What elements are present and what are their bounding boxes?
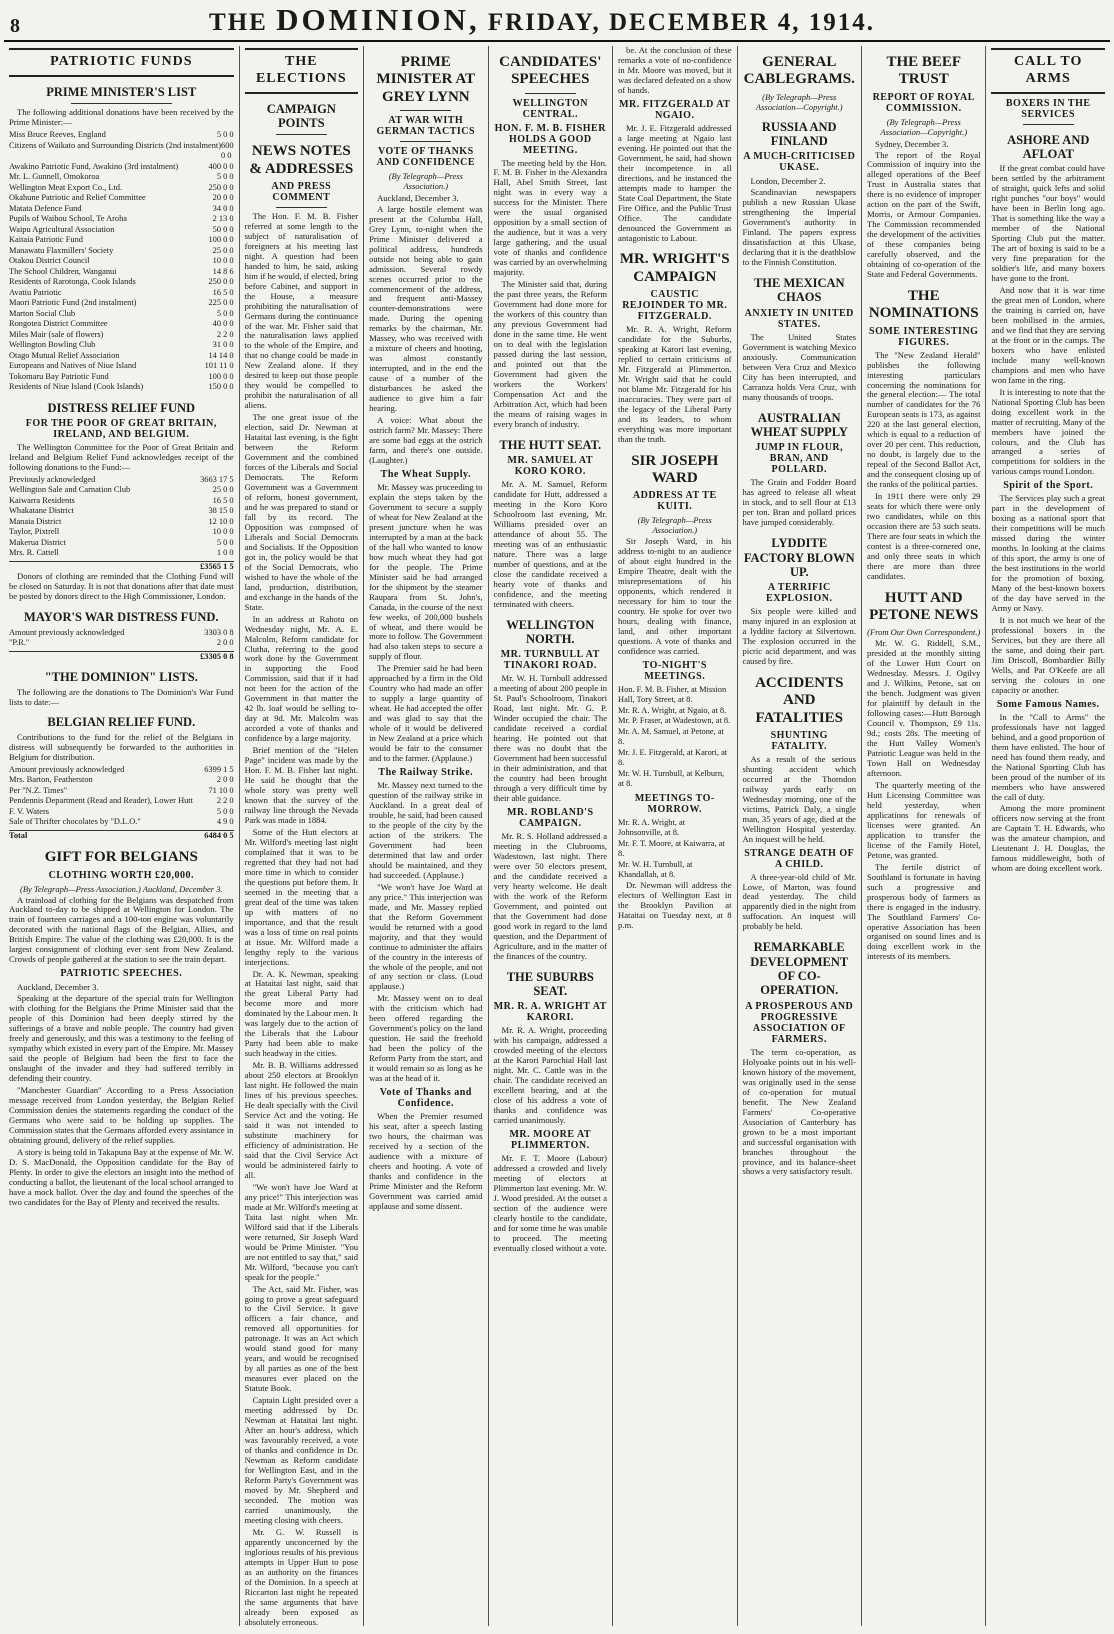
total-label: Total: [9, 830, 28, 840]
ledger-amount: 10 0 0: [212, 256, 234, 266]
ledger-name: Pendennis Department (Read and Reader), Lower Hutt: [9, 796, 193, 806]
article-subheading: HON. F. M. B. FISHER HOLDS A GOOD MEETING.: [494, 122, 606, 156]
ledger-amount: 5 0 0: [216, 130, 234, 140]
meeting-item: Mr. W. H. Turnbull, at Khandallah, at 8.: [618, 859, 693, 880]
article-subheading: SHUNTING FATALITY.: [770, 729, 828, 752]
ledger-amount: 25 0 0: [212, 245, 234, 255]
ledger-amount: 5 0 0: [216, 537, 234, 547]
article-paragraph: Dr. A. K. Newman, speaking at Hataitai last night, said that the great Liberal Party had become more and more dominated by the Labour men. It was largely due to the action of the Liberals that the Labour Party had been able to make such headway in the cities.: [244, 968, 359, 1059]
ledger-row: [9, 172, 234, 183]
article-heading: SIR JOSEPH WARD: [631, 452, 719, 486]
article-paragraph: It is interesting to note that the National Sporting Club has been doing excellent work in the matter of recruiting. Many of the members have joined the colours, and the Club has arranged a series of competitions for soldiers in the various camps round London.: [991, 386, 1105, 477]
article-subheading: PATRIOTIC SPEECHES.: [60, 968, 183, 980]
article-paragraph: Brief mention of the "Helen Page" incident was made by the Hon. F. M. B. Fisher last night. He said he thought that the whole story was pretty well known that the survey of the railway line through the Nevada Park was made in 1884.: [244, 745, 359, 825]
article-subheading: A PROSPEROUS AND PROGRESSIVE ASSOCIATION OF FARMERS.: [745, 1000, 854, 1045]
article-paragraph: "We won't have Joe Ward at any price!" This interjection was made at Mr. Wilford's meeting at Taita last night when Mr. Wilford said that if the Liberals were returned, Sir Joseph Ward would be Prime Minister. "You are not entitled to say that," said Mr. Wilford, "because you can't speak for the people.": [244, 1181, 359, 1282]
total-label: [9, 652, 200, 663]
article-paragraph: In 1911 there were only 29 seats for which there were only two candidates, while on this occasion there are 53 such seats. There are four seats in which the contest is a three-cornered one, and only three seats in which there are more than three candidates.: [867, 491, 981, 581]
masthead-title: [209, 2, 875, 38]
ledger-name: Mrs. Barton, Featherston: [9, 775, 93, 785]
ledger-amount: 31 0 0: [212, 340, 234, 350]
ledger-name: Wellington Bowling Club: [9, 340, 96, 350]
inline-lead: "Manchester Guardian" According: [17, 1085, 143, 1096]
column-call-to-arms: [986, 46, 1109, 1626]
ledger-amount: 3303 0 8: [204, 627, 234, 637]
article-subheading: ADDRESS AT TE KUITI.: [632, 490, 717, 513]
ledger-amount: 14 8 6: [212, 266, 234, 276]
meeting-item: Mr. J. E. Fitzgerald, at Karori, at 8.: [618, 747, 728, 768]
article-paragraph: Mr. W. G. Riddell, S.M., presided at the monthly sitting of the Lower Hutt Court on Wednesday. Messrs. J. Ogilvy and J. Wilkins, Petone, sat on the bench. Judgment was given for plaintiff by default in the following cases:—Hutt Borough Council v. Thompson, £9 11s. 9d.; costs 28s. The meeting of the Hutt Valley Women's Patriotic League was held in the Town Hall on Wednesday afternoon.: [867, 638, 981, 778]
article-paragraph: The Wellington Committee for the Poor of Great Britain and Ireland and Belgium Relief Fund acknowledges receipt of the following donations to the Fund:—: [9, 441, 234, 472]
article-heading: NEWS NOTES & ADDRESSES: [249, 143, 354, 177]
meeting-item: Hon. F. M. B. Fisher, at Mission Hall, Tory Street, at 8.: [618, 684, 727, 705]
article-subheading: CAUSTIC REJOINDER TO MR. FITZGERALD.: [622, 288, 728, 322]
ledger-amount: 2 0 0: [216, 638, 234, 648]
masthead: [4, 4, 1110, 42]
mayor-total: [9, 651, 234, 663]
ledger-name: Manaia District: [9, 516, 62, 526]
article-paragraph: The report of the Royal Commission of inquiry into the alleged operations of the Beef Trust in Australia states that there is no evidence of improper action on the part of the Swift, Morris, or Armour Companies. The Commission recommended the development of the activities of these companies being carefully observed, and the obtaining of co-operation of the State and Federal Governments.: [867, 149, 981, 280]
ledger-amount: 600 0 0: [221, 140, 234, 161]
ledger-row: [9, 319, 234, 330]
ledger-row: [9, 183, 234, 194]
masthead-date: FRIDAY, DECEMBER 4, 1914.: [487, 9, 875, 36]
masthead-prefix: THE: [209, 9, 268, 36]
article-paragraph: In the "Call to Arms" the professionals have not lagged behind, and a good proportion of them have enlisted. The hour of need has found them ready, and the National Sporting Club has been proud of the number of its members who have answered the call of duty.: [991, 711, 1105, 802]
article-heading: DISTRESS RELIEF FUND: [47, 400, 196, 415]
byline: (By Telegraph—Press Association—Copyright.): [755, 91, 843, 112]
article-heading: GENERAL CABLEGRAMS.: [743, 54, 855, 88]
meeting-item: Mr. R. A. Wright, at Johnsonville, at 8.: [618, 817, 686, 838]
article-heading: THE MEXICAN CHAOS: [753, 276, 845, 305]
article-subheading: A MUCH-CRITICISED UKASE.: [743, 151, 856, 174]
column-candidates-speeches: [489, 46, 613, 1626]
ledger-row: [9, 548, 234, 559]
ledger-name: Wellington Sale and Carnation Club: [9, 485, 131, 495]
article-subheading: Vote of Thanks and Confidence.: [379, 1087, 472, 1110]
article-heading: WELLINGTON NORTH.: [506, 617, 595, 646]
ledger-amount: 34 0 0: [212, 203, 234, 213]
article-paragraph: The Minister said that, during the past three years, the Reform Government had done more for the workers of this country than any previous Government had done in the same time. He went on to deal with the legislation passed during the last session, and pointed out that the Government had given the workers the Workers' Compensation Act and the Arbitration Act, which had been the means of raising wages in every branch of industry.: [493, 279, 608, 429]
ledger-row: [9, 225, 234, 236]
section-heading: PATRIOTIC FUNDS: [9, 48, 234, 77]
ledger-name: Residents of Rarotonga, Cook Islands: [9, 277, 136, 287]
donation-list: [9, 130, 234, 393]
ledger-name: Makerua District: [9, 537, 66, 547]
article-heading: PRIME MINISTER AT GREY LYNN: [376, 54, 476, 105]
article-heading: THE BEEF TRUST: [886, 54, 962, 88]
ledger-amount: 2 0 0: [216, 775, 234, 785]
ledger-name: Whakatane District: [9, 506, 74, 516]
divider: [525, 93, 576, 94]
article-intro: The following additional donations have been received by the Prime Minister:—: [9, 107, 234, 128]
article-subheading: ANXIETY IN UNITED STATES.: [744, 307, 854, 330]
ledger-amount: 12 10 0: [208, 516, 234, 526]
article-heading: GIFT FOR BELGIANS: [44, 849, 198, 866]
ledger-amount: 5 0 0: [216, 806, 234, 816]
ledger-row: [9, 267, 234, 278]
mayor-list: [9, 628, 234, 649]
column-campaign-continued: [613, 46, 737, 1626]
column-patriotic-funds: [4, 46, 240, 1626]
article-paragraph: Mr. Massey was proceeding to explain the steps taken by the Government to secure a supply of wheat for New Zealand at the present juncture when he was interrupted by a man at the back of the hall who wanted to know how much wheat they had got for the people. The Prime Minister said he had arranged for the shipment by the steamer Raupara from St. John's, Canada, in the course of the next few weeks, of 200,000 bushels of wheat, and there would be more to follow. The Government had also taken steps to secure a supply of flour.: [369, 481, 483, 662]
article-paragraph: The fertile district of Southland is fortunate in having such a progressive and prosperous body of farmers as there is engaged in the industry. The Southland Farmers' Co-operative Association has been organised on sound lines and is doing excellent work in the interests of its members.: [867, 861, 981, 962]
article-subheading: MR. SAMUEL AT KORO KORO.: [507, 455, 594, 478]
ledger-name: "P.R.": [9, 638, 30, 648]
article-subheading: The Railway Strike.: [378, 767, 474, 779]
ledger-amount: 400 0 0: [208, 161, 234, 171]
ledger-name: Avatiu Patriotic: [9, 287, 62, 297]
article-paragraph: Scandinavian newspapers publish a new Russian Ukase strengthening the Imperial Government's authority in Finland. The papers express dissatisfaction at this Ukase, declaring that it is the deathblow to the Finnish Constitution.: [742, 187, 856, 268]
divider: [400, 141, 451, 142]
article-heading: ASHORE AND AFLOAT: [1007, 132, 1090, 161]
column-prime-minister: [364, 46, 488, 1626]
article-heading: THE NOMINATIONS: [868, 288, 979, 322]
total-amount: £3565 1 5: [200, 561, 234, 571]
article-paragraph: As a result of the serious shunting accident which occurred at the Thorndon railway yards early on Wednesday morning, one of the victims, Patrick Daly, a single man, 35 years of age, died at the Wellington Hospital yesterday. An inquest will be held.: [742, 753, 856, 844]
ledger-row: [9, 204, 234, 215]
article-subheading: BOXERS IN THE SERVICES: [1005, 97, 1091, 120]
total-amount: £3305 0 8: [200, 651, 234, 661]
ledger-row: [9, 351, 234, 362]
article-subheading: STRANGE DEATH OF A CHILD.: [744, 847, 855, 870]
article-heading: PRIME MINISTER'S LIST: [46, 84, 197, 99]
article-paragraph: Some of the Hutt electors at Mr. Wilford's meeting last night complained that it was to be regretted that they had not had more time in which to consider the questions put before them. It seemed in the meeting that a great deal of the time was taken up with matters of no importance, and that the result was a loss of time on real points at issue. Mr. Wilford made a lengthy reply to the various interjections.: [244, 826, 359, 967]
article-subheading: JUMP IN FLOUR, BRAN, AND POLLARD.: [755, 442, 844, 476]
article-paragraph: The Premier said he had been approached by a firm in the Old Country who had made an offer to supply a large quantity of wheat. He had accepted the offer and was glad to say that the whole of it would be delivered in New Zealand at a price which would be fair to the consumer and to the farmer. (Applause.): [369, 663, 483, 764]
ledger-row: [9, 382, 234, 393]
ledger-name: Amount previously acknowledged: [9, 764, 125, 774]
ledger-row: [9, 817, 234, 828]
ledger-name: Matata Defence Fund: [9, 203, 82, 213]
ledger-row: [9, 775, 234, 786]
ledger-name: Okahune Patriotic and Relief Committee: [9, 193, 146, 203]
byline: (By Telegraph—Press Association—Copyright.): [880, 116, 968, 137]
column-container: [4, 46, 1110, 1626]
dateline: Auckland, December 3.: [17, 982, 99, 993]
ledger-amount: 2 2 0: [216, 329, 234, 339]
ledger-row: [9, 130, 234, 141]
ledger-amount: 6399 1 5: [204, 764, 234, 774]
ledger-name: Miles Mair (sale of flowers): [9, 329, 104, 339]
article-paragraph: The following are the donations to The Dominion's War Fund lists to date:—: [9, 686, 234, 707]
total-amount: 6484 0 5: [204, 830, 234, 840]
article-paragraph: A trainload of clothing for the Belgians was despatched from Auckland to-day to be shipped at Wellington for London. The train of fourteen carriages and a 100-ton engine was voluntarily decorated with the national flags of the Belgian, Allies, and British Empire. The value of the clothing was £20,000. It is the largest consignment of clothing ever sent from New Zealand. Crowds of people gathered at the station to see the train depart.: [9, 894, 234, 965]
article-paragraph: Mr. G. W. Russell is apparently unconcerned by the inglorious results of his previous attempts in Upper Hutt to pose as an authority on the finances of the Dominion. In a speech at Riccarton last night he repeated the same arguments that have already been exposed as absolutely erroneous.: [244, 1526, 359, 1627]
ledger-amount: 71 10 0: [208, 785, 234, 795]
page-number: 8: [10, 15, 20, 37]
article-paragraph: Among the more prominent officers now serving at the front are Captain T. H. Edwards, who was the amateur champion, and Lieutenant J. H. Douglas, the famous middleweight, both of whom are doing excellent work.: [991, 803, 1105, 874]
paper-name: DOMINION,: [276, 2, 480, 37]
divider: [276, 207, 327, 208]
dateline: Auckland, December 3.: [377, 192, 459, 203]
article-paragraph: The Hon. F. M. B. Fisher referred at some length to the subject of naturalisation of foreigners at his meeting last night. A question had been handed to him, he said, asking him if he would, if elected, bring before Cabinet, and support in the House, a measure prohibiting the naturalisation of Germans during the continuance of the war. Mr. Fisher said that the naturalisation laws applied to the whole of the Empire, and that no change could be made in New Zealand alone. If they desired to keep out those people they would be compelled to prohibit the naturalisation of all aliens.: [244, 210, 359, 411]
ledger-amount: 2 13 0: [212, 214, 234, 224]
ledger-amount: 40 0 0: [212, 319, 234, 329]
column-beef-trust: [862, 46, 986, 1626]
ledger-name: Citizens of Waikato and Surrounding Districts (2nd instalment): [9, 140, 222, 150]
ledger-row: [9, 162, 234, 173]
ledger-row: [9, 256, 234, 267]
article-paragraph: When the Premier resumed his seat, after a speech lasting two hours, the chairman was received by a section of the audience with a mixture of cheers and hooting. A vote of thanks and confidence in the Prime Minister and the Reform Government was carried amid applause and some dissent.: [369, 1111, 483, 1211]
article-subheading: Spirit of the Sport.: [1003, 480, 1094, 492]
section-heading: THE ELECTIONS: [245, 48, 358, 94]
ledger-name: Sale of Thrifter chocolates by "D.L.O.": [9, 817, 141, 827]
article-paragraph: Mr. R. A. Wright, Reform candidate for the Suburbs, speaking at Karori last evening, replied to certain criticisms of Mr. Fitzgerald at Plimmerton. Mr. Wright said that he could not blame Mr. Fitzgerald for his inaccuracies. They were part of the legacy of the Liberal Party and its leaders, to whom everything was more important than the truth.: [618, 323, 732, 444]
article-paragraph: The "New Zealand Herald" publishes the following interesting particulars concerning the nominations for the general election:— The total number of candidates for the 76 European seats is 173, as against 220 at the last general election, which is equal to a reduction of over 20 per cent. This reduction, no doubt, is largely due to the repeal of the Second Ballot Act, and the consequent closing up of the ranks of the political parties.: [867, 349, 981, 490]
ledger-row: [9, 496, 234, 507]
ledger-name: Manawatu Flaxmillers' Society: [9, 245, 114, 255]
article-paragraph: The quarterly meeting of the Hutt Licensing Committee was held yesterday, when applications for renewals of licenses were granted. An application to transfer the license of the Family Hotel, Petone, was granted.: [867, 779, 981, 860]
article-subheading: FOR THE POOR OF GREAT BRITAIN, IRELAND, AND BELGIUM.: [25, 417, 217, 440]
ledger-amount: 225 0 0: [208, 298, 234, 308]
ledger-row: [9, 277, 234, 288]
article-paragraph: A voice: What about the ostrich farm? Mr. Massey: There are some bad eggs at the ostrich farm, and there's one outside. (Laughter.): [369, 415, 483, 465]
article-paragraph: Mr. R. A. Wright, proceeding with his campaign, addressed a crowded meeting of the electors at the Karori Parochial Hall last night. Mr. C. Cattle was in the chair. The candidate received an excellent hearing, and at the close of his address a vote of thanks and confidence was carried unanimously.: [493, 1025, 608, 1126]
article-paragraph: Six people were killed and many injured in an explosion at a lyddite factory at Silvertown. The explosion occurred in the picric acid department, and was caused by fire.: [742, 606, 856, 667]
ledger-amount: 100 0 0: [208, 371, 234, 381]
ledger-name: Mrs. R. Cattell: [9, 548, 59, 558]
divider: [400, 110, 451, 111]
newspaper-page: [4, 4, 1110, 1626]
ledger-amount: 16 5 0: [212, 287, 234, 297]
section-heading: CALL TO ARMS: [991, 48, 1104, 94]
ledger-name: The School Children, Wanganui: [9, 266, 117, 276]
ledger-row: [9, 475, 234, 486]
article-heading: "THE DOMINION" LISTS.: [44, 670, 198, 685]
article-paragraph: Mr. Massey went on to deal with the criticism which had been offered regarding the Government's policy on the land question. He said the freehold had been the policy of the Reform Party from the start, and it would remain so as long as he was at the head of it.: [369, 993, 483, 1084]
divider: [71, 103, 172, 104]
ledger-amount: 101 11 0: [204, 361, 234, 371]
ledger-name: Residents of Niue Island (Cook Islands): [9, 382, 144, 392]
ledger-amount: 1 0 0: [216, 548, 234, 558]
ledger-row: [9, 807, 234, 818]
ledger-row: [9, 246, 234, 257]
article-paragraph: If the great combat could have been settled by the arbitrament of straight, quick lefts and solid right punches "our boys" would have been in Berlin long ago. That is something like the way a member of the National Sporting Club put the matter. The art of boxing is said to be a very fine preparation for the soldier's life, and many boxers have gone to the front.: [991, 163, 1105, 283]
article-paragraph: The Services play such a great part in the development of boxing as a national sport that their competitions will be much missed during the winter months. In looking at the claims of this sport, the army is one of the best institutions in the world for the promotion of boxing. Many of the best-known boxers of the day have served in the Army or Navy.: [991, 493, 1105, 614]
article-paragraph: The meeting held by the Hon. F. M. B. Fisher in the Alexandra Hall, Abel Smith Street, last night was in every way a success for the Minister. There were the usual organised opposition by a small section of the audience, but it was a very large gathering, and the usual vote of thanks and confidence was carried by an overwhelming majority.: [493, 157, 608, 278]
ledger-row: [9, 288, 234, 299]
article-paragraph: Donors of clothing are reminded that the Clothing Fund will be closed on Saturday. It is not that donations after that date must be posted by donors direct to the High Commissioner, London.: [9, 571, 234, 602]
ledger-name: Otakou District Council: [9, 256, 90, 266]
article-paragraph: Mr. J. E. Fitzgerald addressed a large meeting at Ngaio last evening. He pointed out that the Government, he said, had shown their incompetence in all directions, and he instanced the attempts made to hamper the State Coal Department, the State Fire Office, and the Public Trust Office. The candidate denounced the Government as antagonistic to Labour.: [618, 122, 732, 243]
column-elections: [240, 46, 364, 1626]
ledger-name: Rongotea District Committee: [9, 319, 108, 329]
article-heading: HUTT AND PETONE NEWS: [869, 589, 979, 624]
meeting-item: Mr. R. A. Wright, at Ngaio, at 8.: [618, 705, 727, 715]
ledger-name: Taylor, Pixtrell: [9, 527, 60, 537]
article-heading: THE HUTT SEAT.: [499, 437, 602, 452]
article-subheading: CLOTHING WORTH £20,000.: [48, 869, 194, 881]
ledger-row: [9, 372, 234, 383]
article-heading: LYDDITE FACTORY BLOWN UP.: [743, 536, 855, 579]
article-paragraph: The Grain and Fodder Board has agreed to release all wheat in stock, and to sell flour at £13 per ton. Bran and pollard prices have jumped considerably.: [742, 477, 856, 528]
ledger-row: [9, 638, 234, 649]
ledger-amount: 2 2 0: [216, 796, 234, 806]
divider: [276, 134, 327, 135]
ledger-row: [9, 506, 234, 517]
ledger-row: [9, 628, 234, 639]
ledger-amount: 4 9 0: [216, 817, 234, 827]
column-cablegrams: [738, 46, 862, 1626]
ledger-name: Europeans and Natives of Niue Island: [9, 361, 137, 371]
article-paragraph: Mr. B. B. Williams addressed about 250 electors at Brooklyn last night. He followed the main lines of his previous speeches. He dealt specially with the Civil Service Act and the voting. He said it was not intended to substitute machinery for efficiency of administration. He said that the Civil Service Act would be administered fairly to all.: [244, 1060, 359, 1180]
article-paragraph: Sir Joseph Ward, in his address to-night to an audience of about eight hundred in the Empire Theatre, dealt with the misrepresentations of his opponents, which rendered it necessary for him to tour the country. He spoke for over two hours, dealing with finance, land, and other important questions. A vote of thanks and confidence was carried.: [618, 536, 732, 656]
ledger-row: [9, 538, 234, 549]
article-paragraph: Contributions to the fund for the relief of the Belgians in distress will subsequently be forwarded to the authorities in Belgium for distribution.: [9, 731, 234, 762]
article-paragraph: Dr. Newman will address the electors of Wellington East in the Brooklyn Pavilion at Hataitai on Tuesday next, at 8 p.m.: [618, 879, 732, 930]
article-paragraph: "We won't have Joe Ward at any price." This interjection was made, and Mr. Massey replied that the Reform Government would be returned with a good majority, and that they would continue to administer the affairs of the country in the interests of the whole of the people, and not of any section or class. (Loud applause.): [369, 881, 483, 992]
ledger-amount: 16 5 0: [212, 495, 234, 505]
belgian-total: [9, 830, 234, 842]
ledger-amount: 5 0 0: [216, 172, 234, 182]
ledger-row: [9, 309, 234, 320]
article-subheading: The Wheat Supply.: [380, 468, 471, 480]
article-heading: MR. WRIGHT'S CAMPAIGN: [619, 251, 730, 285]
article-paragraph: A three-year-old child of Mr. Lowe, of Marton, was found dead yesterday. The child apparently died in the night from suffocation. An inquest will probably be held.: [742, 871, 856, 932]
article-paragraph: Mr. A. M. Samuel, Reform candidate for Hutt, addressed a meeting in the Koro Koro Schoolroom last evening, Mr. Williams presided over an attendance of about 55. The meeting was of an enthusiastic nature. There was a large number of questions, and at the close the candidate received a hearty vote of thanks and confidence, and the meeting terminated with cheers.: [493, 479, 608, 609]
dateline: (By Telegraph—Press Association.) Auckland, December 3.: [20, 883, 223, 894]
meeting-item: Mr. F. T. Moore, at Kaiwarra, at 8.: [618, 838, 725, 859]
article-paragraph: And now that it is war time the great men of London, where the training is carried on, have been mobilised in the armies, and we find that they are serving at the front or in the camps. The boxers who have enlisted include many well-known champions and men who have won fame in the ring.: [991, 284, 1105, 385]
ledger-amount: 14 14 0: [208, 350, 234, 360]
article-subheading: MEETINGS TO-MORROW.: [634, 792, 715, 815]
ledger-row: [9, 786, 234, 797]
distress-list: [9, 475, 234, 559]
ledger-row: [9, 214, 234, 225]
article-heading: REMARKABLE DEVELOPMENT OF CO-OPERATION.: [750, 940, 849, 998]
article-subheading: MR. TURNBULL AT TINAKORI ROAD.: [500, 649, 600, 672]
article-paragraph: be. At the conclusion of these remarks a vote of no-confidence in Mr. Moore was moved, but it was declared defeated on a show of hands.: [618, 45, 732, 95]
meeting-item: Mr. W. H. Turnbull, at Kelburn, at 8.: [618, 768, 725, 789]
ledger-name: Kaitaia Patriotic Fund: [9, 235, 83, 245]
article-subheading: VOTE OF THANKS AND CONFIDENCE: [376, 145, 475, 168]
byline: (By Telegraph—Press Association.): [388, 170, 463, 191]
ledger-name: Wellington Meat Export Co., Ltd.: [9, 182, 123, 192]
ledger-name: Mr. L. Gunnell, Omokoroa: [9, 172, 100, 182]
ledger-name: Amount previously acknowledged: [9, 627, 125, 637]
ledger-amount: 3663 17 5: [200, 474, 234, 484]
article-subheading: SOME INTERESTING FIGURES.: [869, 325, 979, 348]
article-subheading: MR. ROBLAND'S CAMPAIGN.: [507, 806, 594, 829]
meeting-item: Mr. P. Fraser, at Wadestown, at 8.: [618, 716, 731, 726]
article-subheading: MR. MOORE AT PLIMMERTON.: [509, 1129, 592, 1151]
article-subheading: TO-NIGHT'S MEETINGS.: [642, 659, 707, 682]
article-paragraph: A large hostile element was present at the Columba Hall, Grey Lynn, to-night when the Prime Minister delivered a political address, hundreds outside not being able to gain admission. Several rowdy scenes occurred prior to the commencement of the address, and frequent anti-Massey counter-demonstrations were made. During the opening remarks by the chairman, Mr. Massey, who was received with a mixture of cheers and hooting, was almost constantly interrupted, and in the end the cause of a number of the disturbances he asked the audience to give him a fair hearing.: [369, 203, 483, 414]
article-heading: CAMPAIGN POINTS: [266, 101, 336, 130]
ledger-name: Otago Mutual Relief Association: [9, 350, 120, 360]
article-subheading: MR. R. A. WRIGHT AT KARORI.: [493, 1001, 607, 1024]
article-paragraph: The United States Government is watching Mexico anxiously. Communication between Vera Cruz and Mexico City has been interrupted, and Carranza holds Vera Cruz, with many thousands of troops.: [742, 331, 856, 402]
divider: [1023, 124, 1074, 125]
ledger-row: [9, 765, 234, 776]
article-paragraph: Mr. W. H. Turnbull addressed a meeting of about 200 people in St. Paul's Schoolroom, Tinakori Road, last night. Mr. G. P. Winder occupied the chair. The candidate received a cordial hearing. He pointed out that there was no doubt that the Government had been successful in their administration, and that the country had been brought through a very difficult time by their able guidance.: [493, 673, 608, 803]
ledger-name: Tokomaru Bay Patriotic Fund: [9, 371, 109, 381]
article-paragraph: A story is being told in Takapuna Bay at the expense of Mr. W. D. S. MacDonald, the Opposition candidate for the Bay of Plenty. In order to give the electors an insight into the method of conducting a ballot, the lieutenant of the local school arranged to have a mock ballot. Over the day and found the speeches of the two candidates for the Bay of Plenty and received the results.: [9, 1146, 234, 1207]
article-heading: RUSSIA AND FINLAND: [761, 119, 837, 148]
ledger-row: [9, 298, 234, 309]
ledger-row: [9, 193, 234, 204]
article-paragraph: The Act, said Mr. Fisher, was going to prove a great safeguard to the Civil Service. It gave officers a fair chance, and removed all opportunities for patronage. It was an Act which would stand good for many years, and would be recognised by all parties as one of the best measures ever placed on the Statute Book.: [244, 1283, 359, 1394]
ledger-name: Per "N.Z. Times": [9, 785, 68, 795]
article-subheading: REPORT OF ROYAL COMMISSION.: [872, 91, 975, 114]
ledger-amount: 150 0 0: [208, 382, 234, 392]
ledger-amount: 250 0 0: [208, 182, 234, 192]
article-subheading: AND PRESS COMMENT: [271, 180, 332, 203]
ledger-row: [9, 141, 234, 162]
article-paragraph: The one great issue of the election, said Dr. Newman at Hataitai last evening, is the fight between the Reform Government and the combined forces of the Liberals and Social Democrats. The Reform Government was a Government of reform, honest government, and he was prepared to stand or fall by its record. The Opposition was composed of Liberals and Social Democrats and Socialists. If the Opposition got in, the policy would be that of the Social Democrats, who wished to have the whole of the land, production, distribution, and exchange in the hands of the State.: [244, 412, 359, 612]
ledger-name: Miss Bruce Reeves, England: [9, 130, 106, 140]
ledger-name: Previously acknowledged: [9, 474, 96, 484]
ledger-row: [9, 340, 234, 351]
article-heading: THE SUBURBS SEAT.: [506, 969, 594, 998]
article-heading: BELGIAN RELIEF FUND.: [47, 715, 196, 730]
ledger-row: [9, 235, 234, 246]
ledger-amount: 25 0 0: [212, 485, 234, 495]
ledger-amount: 10 0 0: [212, 527, 234, 537]
ledger-name: F. V. Waters: [9, 806, 50, 816]
dateline: London, December 2.: [750, 176, 826, 187]
ledger-amount: 5 0 0: [216, 308, 234, 318]
ledger-row: [9, 517, 234, 528]
meetings-list: [618, 685, 731, 790]
article-heading: ACCIDENTS AND FATALITIES: [755, 675, 844, 726]
ledger-row: [9, 485, 234, 496]
article-subheading: Some Famous Names.: [996, 698, 1100, 710]
article-paragraph: Captain Light presided over a meeting addressed by Dr. Newman at Hataitai last night. After an hour's address, which was favourably received, a vote of thanks and confidence in Dr. Newman as Reform candidate for Wellington East, and in the Reform Party's Government was moved by Mr. Shepherd and seconded. The motion was carried unanimously, the meeting closing with cheers.: [244, 1395, 359, 1525]
ledger-row: [9, 330, 234, 341]
meeting-item: Mr. A. M. Samuel, at Petone, at 8.: [618, 726, 724, 747]
ledger-name: Waipu Agricultural Association: [9, 224, 115, 234]
ledger-row: [9, 527, 234, 538]
ledger-amount: 50 0 0: [212, 224, 234, 234]
article-heading: MAYOR'S WAR DISTRESS FUND.: [24, 610, 219, 625]
ledger-amount: 250 0 0: [208, 277, 234, 287]
byline: (By Telegraph—Press Association.): [637, 515, 712, 536]
belgian-list: [9, 765, 234, 828]
ledger-name: Awakino Patriotic Fund, Awakino (3rd instalment): [9, 161, 179, 171]
article-heading: CANDIDATES' SPEECHES: [499, 54, 602, 88]
byline: (From Our Own Correspondent.): [867, 627, 981, 638]
dateline: Sydney, December 3.: [875, 138, 949, 149]
article-subheading: AT WAR WITH GERMAN TACTICS: [376, 114, 476, 137]
meetings-list: [618, 818, 731, 881]
article-paragraph: In an address at Rahotu on Wednesday night, Mr. A. E. Malcolm, Reform candidate for Clutha, referring to the good work done by the Government in supporting the Food Commission, said that if it had not been for the action of the Government in that matter the 42 lb. loaf would be selling to-day at 9d. Mr. Malcolm was accorded a vote of thanks and confidence by a large majority.: [244, 613, 359, 744]
ledger-row: [9, 361, 234, 372]
ledger-amount: 20 0 0: [212, 193, 234, 203]
article-paragraph: The term co-operation, as Holyoake points out in his well-known history of the movement, was originally used in the sense of co-operation for mutual benefit. The New Zealand Farmers' Co-operative Association of Canterbury has grown to be a most important and successful organisation with branches throughout the province, and its balance-sheet shows a very satisfactory result.: [742, 1046, 856, 1177]
article-paragraph: It is not much we hear of the professional boxers in the Services, but they are there all the same, and doing their part. Jim Driscoll, Bombardier Billy Wells, and Pat O'Keefe are all serving the colours in one capacity or another.: [991, 615, 1105, 695]
ledger-amount: 38 15 0: [208, 506, 234, 516]
ledger-row: [9, 796, 234, 807]
ledger-name: Kaiwarra Residents: [9, 495, 75, 505]
article-paragraph: [9, 1086, 234, 1146]
article-paragraph: Speaking at the departure of the special train for Wellington with clothing for the Belgians the Prime Minister said that the people of this Dominion had been deeply stirred by the sufferings of a brave and noble people. The country had given freely and generously, and this was a testimony to the feeling of sympathy which existed in every part of the Empire. Mr. Massey said the people of Belgium had been the first to face the onslaught of the invader and they had suffered terribly in defending their country.: [9, 993, 234, 1084]
article-paragraph: Mr. R. S. Holland addressed a meeting in the Clubrooms, Wadestown, last night. There were over 50 electors present, and the candidate received a very hearty welcome. He dealt with the work of the Reform Government, and pointed out that the Government had done good work in regard to the land question, and the Department of Agriculture, and in the matter of the finances of the country.: [493, 830, 608, 961]
article-paragraph: Mr. F. T. Moore (Labour) addressed a crowded and lively meeting of electors at Plimmerton last evening. Mr. W. J. Wood presided. At the outset a section of the audience were clearly hostile to the candidate, and for some time he was unable to proceed. The meeting eventually closed without a vote.: [493, 1153, 608, 1253]
article-subheading: MR. FITZGERALD AT NGAIO.: [619, 98, 731, 121]
article-paragraph: Mr. Massey next turned to the question of the railway strike in Auckland. In a great deal of trouble, he said, had been caused to the people of the city by the action of the strikers. The Government had been determined that law and order should be maintained, and they had succeeded. (Applause.): [369, 780, 483, 880]
article-subheading: A TERRIFIC EXPLOSION.: [766, 582, 833, 605]
ledger-name: Maori Patriotic Fund (2nd instalment): [9, 298, 137, 308]
inline-text: to a Press Association message received from London yesterday, the Belgian Relief Commission denies the statements regarding the conduct of the Germans who were said to be holding up supplies. The Commission states that the Germans afforded every assistance in obtaining ground, delivery of the relief supplies.: [9, 1085, 234, 1145]
ledger-name: Pupils of Waihou School, Te Aroha: [9, 214, 127, 224]
article-heading: AUSTRALIAN WHEAT SUPPLY: [750, 410, 848, 439]
ledger-name: Marton Social Club: [9, 308, 76, 318]
ledger-amount: 100 0 0: [208, 235, 234, 245]
article-subheading: WELLINGTON CENTRAL.: [512, 97, 588, 120]
